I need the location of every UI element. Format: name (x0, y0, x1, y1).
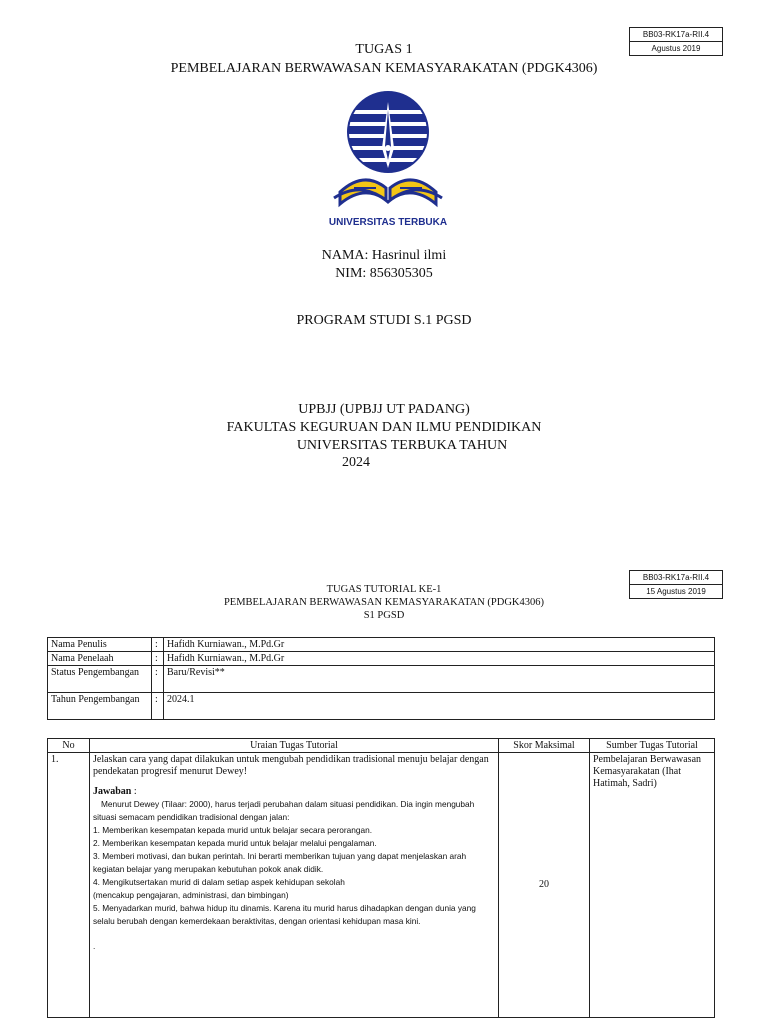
header-uraian: Uraian Tugas Tutorial (90, 739, 499, 753)
table-row (48, 693, 715, 720)
task-table (47, 738, 715, 1018)
answer-label: Jawaban (93, 786, 132, 797)
max-score: 20 (499, 753, 590, 1018)
info-label: Tahun Pengembangan (48, 693, 152, 720)
info-separator: : (152, 693, 164, 720)
info-value: Baru/Revisi** (164, 666, 715, 693)
answer-trailing: . (93, 941, 96, 951)
table-row (48, 666, 715, 693)
answer-line: 5. Menyadarkan murid, bahwa hidup itu dinamis. Karena itu murid harus dihadapkan dengan dunia yang selalu berubah dengan kemerdekaan beraktivitas, dengan orientasi kehidupan masa kini. (93, 903, 476, 926)
info-label: Nama Penulis (48, 638, 152, 652)
info-value: 2024.1 (164, 693, 715, 720)
answer-colon: : (131, 786, 137, 797)
answer-body (93, 798, 495, 953)
tutorial-course: PEMBELAJARAN BERWAWASAN KEMASYARAKATAN (PDGK4306) (223, 597, 545, 608)
document-date: Agustus 2019 (630, 41, 722, 55)
info-label: Status Pengembangan (48, 666, 152, 693)
upbjj: UPBJJ (UPBJJ UT PADANG) (298, 402, 470, 417)
table-header-row (48, 739, 715, 753)
info-value: Hafidh Kurniawan., M.Pd.Gr (164, 638, 715, 652)
info-separator: : (152, 652, 164, 666)
university-logo (330, 88, 446, 236)
cover-title: TUGAS 1 (355, 42, 413, 57)
header-skor: Skor Maksimal (499, 739, 590, 753)
university: UNIVERSITAS TERBUKA TAHUN (296, 438, 508, 453)
header-no: No (48, 739, 90, 753)
question-text: Jelaskan cara yang dapat dilakukan untuk mengubah pendidikan tradisional menuju belajar dengan pendekatan progresif menurut Dewey! (93, 754, 489, 777)
answer-line: 1. Memberikan kesempatan kepada murid untuk belajar secara perorangan. (93, 825, 373, 835)
logo-caption: UNIVERSITAS TERBUKA (328, 217, 448, 228)
answer-line: (mencakup pengajaran, administrasi, dan bimbingan) (93, 890, 289, 900)
info-label: Nama Penelaah (48, 652, 152, 666)
university-logo-icon (330, 88, 446, 236)
info-separator: : (152, 638, 164, 652)
tutorial-title: TUGAS TUTORIAL KE-1 (326, 584, 442, 595)
answer-line: Menurut Dewey (Tilaar: 2000), harus terjadi perubahan dalam situasi pendidikan. Dia ingin mengubah situasi semacam pendidikan tradisional dengan jalan: (93, 799, 475, 822)
study-program: PROGRAM STUDI S.1 PGSD (296, 313, 472, 328)
row-number: 1. (48, 753, 90, 1018)
table-row (48, 638, 715, 652)
year: 2024 (342, 455, 370, 470)
student-nim: NIM: 856305305 (335, 266, 433, 281)
info-separator: : (152, 666, 164, 693)
document-date-2: 15 Agustus 2019 (630, 584, 722, 598)
task-source: Pembelajaran Berwawasan Kemasyarakatan (Ihat Hatimah, Sadri) (590, 753, 715, 1018)
info-value: Hafidh Kurniawan., M.Pd.Gr (164, 652, 715, 666)
header-sumber: Sumber Tugas Tutorial (590, 739, 715, 753)
answer-line: 4. Mengikutsertakan murid di dalam setiap aspek kehidupan sekolah (93, 877, 345, 887)
table-row (48, 753, 715, 1018)
answer-heading (93, 786, 495, 798)
answer-line: 3. Memberi motivasi, dan bukan perintah. Ini berarti memberikan tujuan yang dapat menjelaskan arah kegiatan belajar yang merupakan kebutuhan pokok anak didik. (93, 851, 467, 874)
task-description (90, 753, 499, 1018)
faculty: FAKULTAS KEGURUAN DAN ILMU PENDIDIKAN (226, 420, 542, 435)
cover-course: PEMBELAJARAN BERWAWASAN KEMASYARAKATAN (PDGK4306) (170, 61, 598, 76)
document-code-2: BB03-RK17a-RII.4 (642, 573, 710, 582)
table-row (48, 652, 715, 666)
info-table (47, 637, 715, 720)
answer-line: 2. Memberikan kesempatan kepada murid untuk belajar melalui pengalaman. (93, 838, 377, 848)
document-code: BB03-RK17a-RII.4 (642, 30, 710, 39)
student-name: NAMA: Hasrinul ilmi (321, 248, 447, 263)
tutorial-program: S1 PGSD (363, 610, 405, 621)
